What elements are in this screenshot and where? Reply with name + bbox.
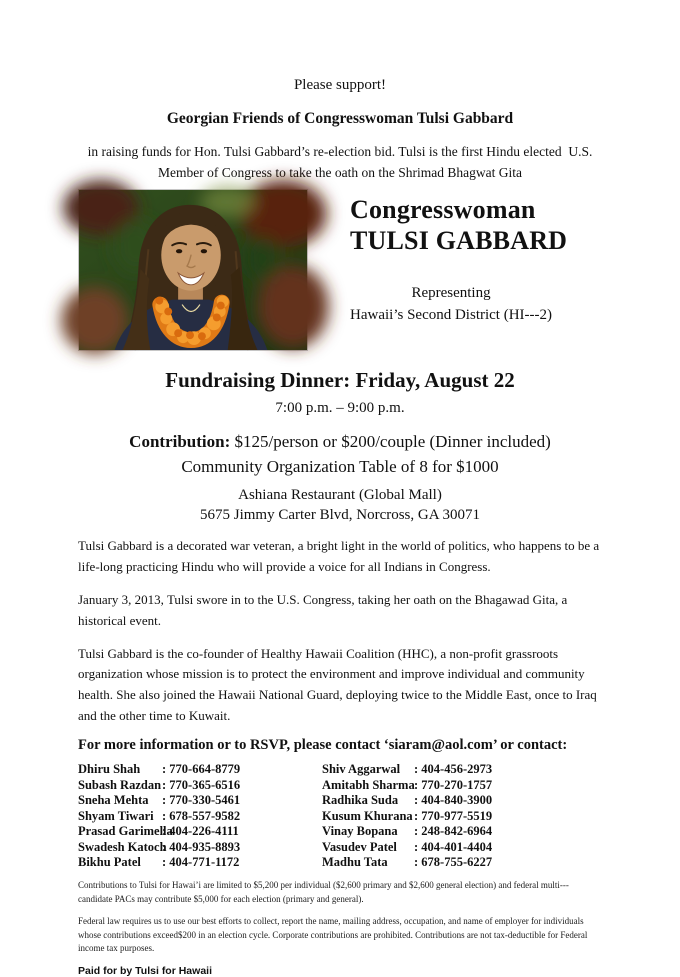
contact-phone: : 404-935-8893 bbox=[162, 839, 241, 854]
bio-paragraph-2: January 3, 2013, Tulsi swore in to the U.S. Congress, taking her oath on the Bhagawad Gita, a historical event. bbox=[78, 592, 568, 628]
contact-phone: : 770-977-5519 bbox=[414, 808, 493, 823]
contact-phone: : 404-771-1172 bbox=[162, 855, 240, 870]
candidate-title bbox=[350, 195, 567, 256]
venue-name: Ashiana Restaurant (Global Mall) bbox=[238, 487, 442, 504]
contact-name: Bikhu Patel bbox=[78, 855, 141, 870]
event-headline: Fundraising Dinner: Friday, August 22 bbox=[165, 368, 515, 393]
contribution-detail: $125/person or $200/couple (Dinner included) bbox=[230, 432, 551, 452]
paid-for-line: Paid for by Tulsi for Hawaii bbox=[78, 964, 212, 977]
contact-phone: : 404-456-2973 bbox=[414, 762, 493, 777]
contact-name: Kusum Khurana bbox=[322, 808, 413, 823]
contact-name: Radhika Suda bbox=[322, 793, 399, 808]
contact-name: Prasad Garimella bbox=[78, 824, 173, 839]
legal-paragraph-2: Federal law requires us to use our best efforts to collect, report the name, mailing address, occupation, and name of employer for individuals whose contributions exceed$200 in an election cycle. Corporate contributions are prohibited. Contributions are not tax-deductible for Federal income tax purposes. bbox=[78, 916, 588, 954]
candidate-portrait-graphic bbox=[79, 190, 307, 350]
intro-paragraph: in raising funds for Hon. Tulsi Gabbard’s re-election bid. Tulsi is the first Hindu elected U.S. Member of Congress to take the oath on the Shrimad Bhagwat Gita bbox=[87, 143, 596, 181]
contact-name: Subash Razdan bbox=[78, 777, 162, 792]
representing-label: Representing bbox=[411, 284, 491, 301]
contribution-line bbox=[78, 432, 602, 452]
venue-address: 5675 Jimmy Carter Blvd, Norcross, GA 30071 bbox=[200, 507, 480, 524]
contact-name: Shyam Tiwari bbox=[78, 808, 154, 823]
bio-paragraph-3: Tulsi Gabbard is the co-founder of Healthy Hawaii Coalition (HHC), a non-profit grassroots organization whose mission is to protect the environment and improve individual and community health. She also joined the Hawaii National Guard, deploying twice to the Middle East, once to Iraq and the other time to Kuwait. bbox=[78, 645, 597, 723]
contact-phone: : 770-664-8779 bbox=[162, 762, 241, 777]
contact-phone: : 678-557-9582 bbox=[162, 808, 241, 823]
contact-phone: : 248-842-6964 bbox=[414, 824, 493, 839]
contact-list bbox=[78, 762, 602, 871]
contact-column-left bbox=[78, 762, 322, 871]
district-label: Hawaii’s Second District (HI---2) bbox=[350, 306, 553, 323]
contact-phone: : 770-365-6516 bbox=[162, 777, 241, 792]
contact-phone: : 770-330-5461 bbox=[162, 793, 241, 808]
legal-paragraph-1: Contributions to Tulsi for Hawai’i are limited to $5,200 per individual ($2,600 primary and $2,600 general election) and federal multi---candidate PACs may contribute $5,000 for each election (primary and general). bbox=[78, 880, 569, 904]
candidate-title-block bbox=[350, 189, 567, 326]
contact-phone: : 404-226-4111 bbox=[162, 824, 239, 839]
contact-name: Madhu Tata bbox=[322, 855, 388, 870]
contact-column-right bbox=[322, 762, 492, 871]
legal-section bbox=[78, 879, 602, 956]
contact-phone: : 678-755-6227 bbox=[414, 855, 493, 870]
support-line: Please support! bbox=[293, 77, 387, 93]
candidate-photo bbox=[78, 189, 308, 351]
bio-section bbox=[78, 536, 602, 726]
contact-name: Dhiru Shah bbox=[78, 762, 141, 777]
contact-name: Vinay Bopana bbox=[322, 824, 398, 839]
candidate-title-line2: TULSI GABBARD bbox=[350, 226, 568, 256]
table-offer-line: Community Organization Table of 8 for $1000 bbox=[181, 457, 499, 477]
contact-name: Vasudev Patel bbox=[322, 839, 397, 854]
contact-name: Shiv Aggarwal bbox=[322, 762, 401, 777]
bio-paragraph-1: Tulsi Gabbard is a decorated war veteran, a bright light in the world of politics, who happens to be a life-long practicing Hindu who will provide a voice for all Indians in Congress. bbox=[78, 538, 600, 575]
contact-name: Swadesh Katoch bbox=[78, 839, 167, 854]
contact-name: Amitabh Sharma bbox=[322, 777, 415, 792]
rsvp-line: For more information or to RSVP, please contact ‘siaram@aol.com’ or contact: bbox=[78, 736, 568, 753]
contact-phone: : 404-401-4404 bbox=[414, 839, 493, 854]
contact-phone: : 770-270-1757 bbox=[414, 777, 493, 792]
contact-phone: : 404-840-3900 bbox=[414, 793, 493, 808]
event-time: 7:00 p.m. – 9:00 p.m. bbox=[275, 400, 405, 417]
candidate-title-line1: Congresswoman bbox=[350, 195, 536, 225]
representing-block bbox=[350, 283, 552, 327]
organization-title: Georgian Friends of Congresswoman Tulsi Gabbard bbox=[166, 109, 514, 127]
contact-name: Sneha Mehta bbox=[78, 793, 149, 808]
contribution-label: Contribution: bbox=[129, 432, 231, 452]
hero-section bbox=[78, 189, 602, 351]
